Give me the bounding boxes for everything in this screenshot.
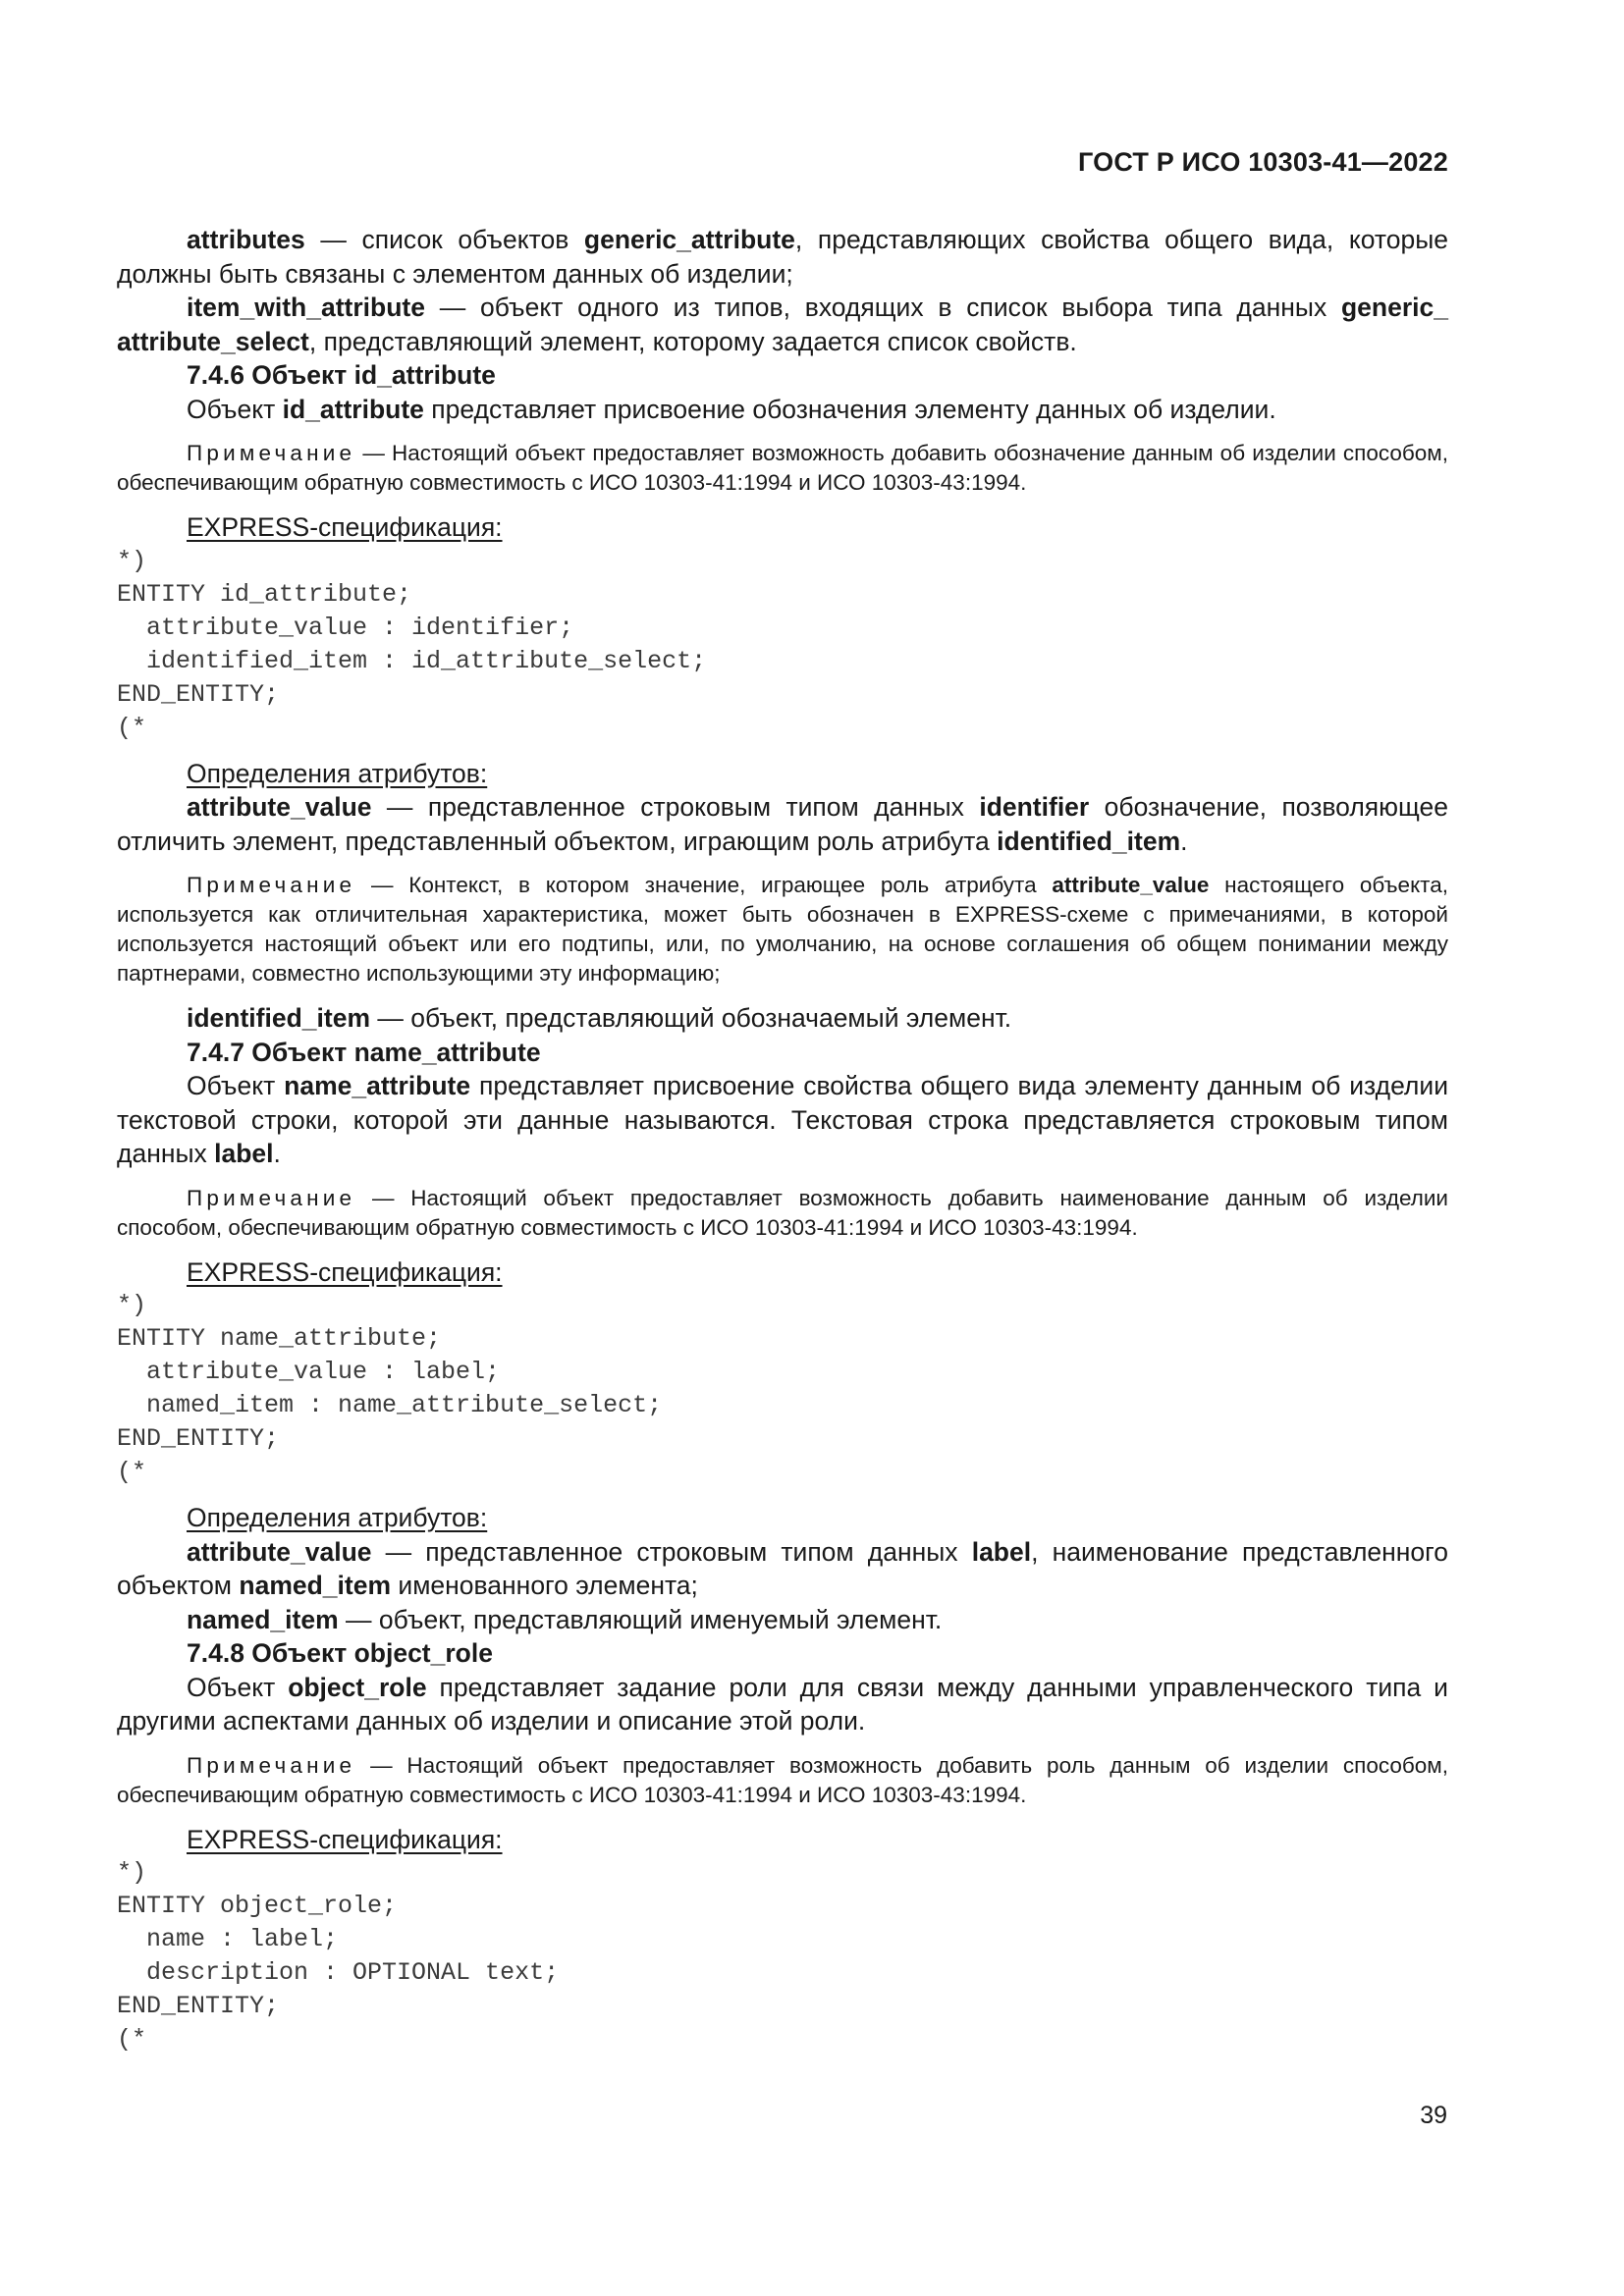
- paragraph-attributes: attributes — список объектов generic_attribute, представляющих свойства общего вида, которые должны быть связаны с элементом данных об изделии;: [117, 225, 1448, 289]
- paragraph-item-with-attribute: item_with_attribute — объект одного из типов, входящих в список выбора типа данных generic_ attribute_select, представляющий элемент, которому задается список свойств.: [117, 293, 1448, 356]
- attribute-definitions-heading: Определения атрибутов:: [187, 1503, 488, 1532]
- express-code-block: *) ENTITY id_attribute; attribute_value : identifier; identified_item : id_attribute_select; END_ENTITY; (*: [117, 546, 707, 742]
- definition-identified-item: identified_item — объект, представляющий обозначаемый элемент.: [187, 1003, 1012, 1033]
- document-header: ГОСТ Р ИСО 10303-41—2022: [1078, 147, 1448, 177]
- section-heading-7-4-8: 7.4.8 Объект object_role: [187, 1638, 493, 1668]
- paragraph-name-attribute: Объект name_attribute представляет присвоение свойства общего вида элементу данным об изделии текстовой строки, которой эти данные называются. Текстовая строка представляется строковым типом данных label.: [117, 1071, 1449, 1168]
- term: identified_item: [997, 826, 1181, 856]
- note: Примечание — Контекст, в котором значение, играющее роль атрибута attribute_value настоящего объекта, используется как отличительная характеристика, может быть обозначен в EXPRESS-схеме с примечаниями, в которой используется настоящий объект или его подтипы, или, по умолчанию, на основе соглашения об общем понимании между партнерами, совместно использующими эту информацию;: [117, 873, 1448, 986]
- term: named_item: [187, 1604, 339, 1634]
- term: attribute_value: [1052, 873, 1210, 897]
- term: generic_attribute: [583, 225, 795, 254]
- term: named_item: [239, 1571, 392, 1600]
- term: identified_item: [187, 1003, 371, 1033]
- term: object_role: [288, 1672, 427, 1702]
- express-spec-heading: EXPRESS-спецификация:: [187, 1824, 503, 1854]
- note: Примечание — Настоящий объект предоставляет возможность добавить роль данным об изделии способом, обеспечивающим обратную совместимость с ИСО 10303-41:1994 и ИСО 10303-43:1994.: [117, 1752, 1448, 1807]
- definition-named-item: named_item — объект, представляющий именуемый элемент.: [187, 1604, 943, 1634]
- note: Примечание — Настоящий объект предоставляет возможность добавить наименование данным об изделии способом, обеспечивающим обратную совместимость с ИСО 10303-41:1994 и ИСО 10303-43:1994.: [117, 1185, 1448, 1240]
- page-number: 39: [1420, 2102, 1447, 2129]
- attribute-definitions-heading: Определения атрибутов:: [187, 758, 488, 788]
- paragraph-id-attribute: Объект id_attribute представляет присвоение обозначения элементу данных об изделии.: [187, 394, 1276, 424]
- term: generic_ attribute_select: [117, 293, 1448, 356]
- term: item_with_attribute: [187, 293, 425, 322]
- term: label: [971, 1536, 1032, 1567]
- definition-attribute-value: attribute_value — представленное строковым типом данных label, наименование представленного объектом named_item именованного элемента;: [117, 1536, 1448, 1600]
- term: id_attribute: [282, 394, 424, 424]
- note: Примечание — Настоящий объект предоставляет возможность добавить обозначение данным об изделии способом, обеспечивающим обратную совместимость с ИСО 10303-41:1994 и ИСО 10303-43:1994.: [117, 441, 1448, 495]
- term: label: [214, 1139, 274, 1168]
- definition-attribute-value: attribute_value — представленное строковым типом данных identifier обозначение, позволяющее отличить элемент, представленный объектом, играющим роль атрибута identified_item.: [117, 792, 1448, 856]
- express-code-block: *) ENTITY object_role; name : label; description : OPTIONAL text; END_ENTITY; (*: [117, 1858, 560, 2054]
- note-label: Примечание: [187, 1752, 356, 1778]
- term: attribute_value: [187, 792, 372, 822]
- page-content: [117, 223, 1448, 2068]
- note-label: Примечание: [187, 873, 356, 897]
- term: attribute_value: [187, 1536, 372, 1567]
- note-label: Примечание: [187, 1185, 356, 1210]
- term: name_attribute: [284, 1071, 471, 1100]
- paragraph-object-role: Объект object_role представляет задание роли для связи между данными управленческого типа и другими аспектами данных об изделии и описание этой роли.: [117, 1672, 1448, 1735]
- term: attributes: [187, 225, 305, 254]
- express-spec-heading: EXPRESS-спецификация:: [187, 1256, 503, 1287]
- section-heading-7-4-7: 7.4.7 Объект name_attribute: [187, 1037, 541, 1067]
- express-code-block: *) ENTITY name_attribute; attribute_value : label; named_item : name_attribute_select; END_ENTITY; (*: [117, 1291, 663, 1486]
- express-spec-heading: EXPRESS-спецификация:: [187, 512, 503, 542]
- term: identifier: [979, 792, 1090, 822]
- note-label: Примечание: [187, 441, 356, 465]
- section-heading-7-4-6: 7.4.6 Объект id_attribute: [187, 360, 496, 390]
